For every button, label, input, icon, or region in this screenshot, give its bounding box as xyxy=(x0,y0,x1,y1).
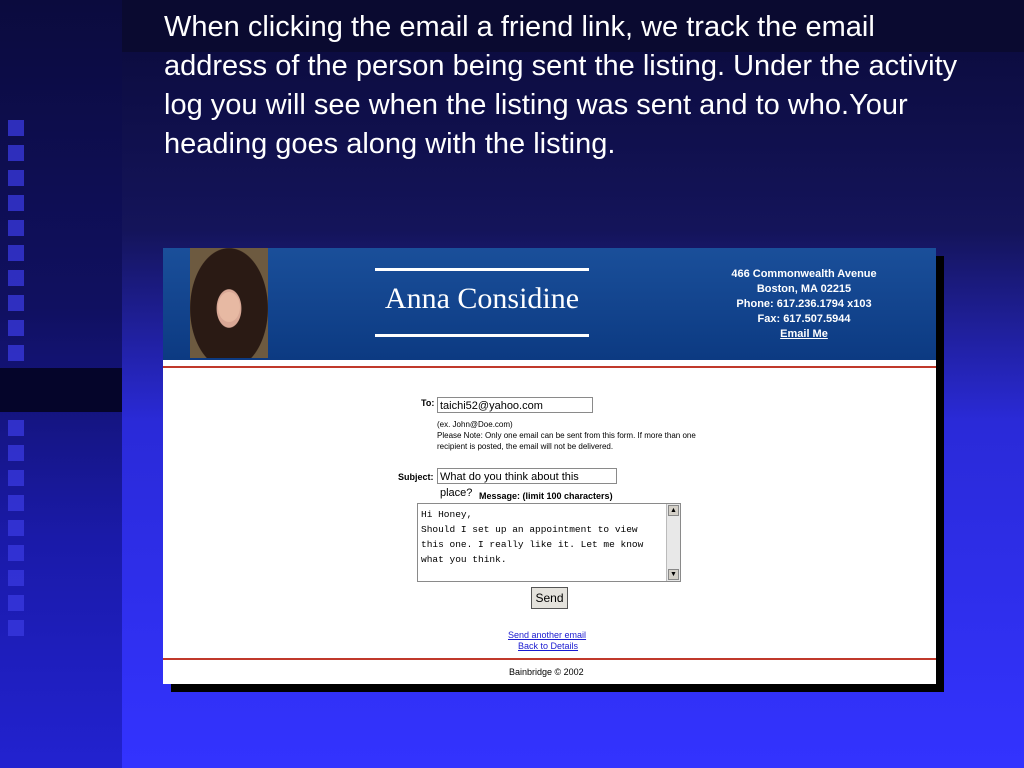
to-hint: (ex. John@Doe.com) xyxy=(437,420,513,429)
divider-bottom xyxy=(163,658,936,660)
to-email-input[interactable]: taichi52@yahoo.com xyxy=(437,397,593,413)
back-to-details-link[interactable]: Back to Details xyxy=(518,641,579,651)
email-form-screenshot xyxy=(163,248,936,684)
slide-caption: When clicking the email a friend link, we track the email address of the person being sent the listing. Under the activity log you will see when the listing was sent and to who.Your heading goes along with the listing. xyxy=(164,11,958,160)
agent-contact xyxy=(711,267,897,342)
left-decor-strip xyxy=(0,0,122,768)
divider-top xyxy=(163,366,936,368)
message-textarea[interactable] xyxy=(417,503,681,582)
name-rule-bottom xyxy=(375,334,589,337)
send-another-link[interactable]: Send another email xyxy=(508,630,587,640)
scroll-up-icon[interactable]: ▲ xyxy=(668,505,679,516)
email-me-link[interactable]: Email Me xyxy=(780,328,828,340)
address-line1: 466 Commonwealth Avenue xyxy=(731,268,877,280)
message-text: Hi Honey, Should I set up an appointment to view this one. I really like it. Let me know what you think. xyxy=(421,509,644,565)
agent-photo xyxy=(190,248,268,358)
agent-phone: Phone: 617.236.1794 x103 xyxy=(736,298,872,310)
decor-dark-band xyxy=(0,368,122,412)
subject-label: Subject: xyxy=(398,472,434,482)
message-scrollbar[interactable] xyxy=(666,504,680,581)
agent-fax: Fax: 617.507.5944 xyxy=(757,313,851,325)
to-note: Please Note: Only one email can be sent from this form. If more than one recipient is posted, the email will not be delivered. xyxy=(437,431,696,451)
name-rule-top xyxy=(375,268,589,271)
message-label: Message: (limit 100 characters) xyxy=(479,491,613,501)
to-label: To: xyxy=(421,398,435,408)
scroll-down-icon[interactable]: ▼ xyxy=(668,569,679,580)
agent-header xyxy=(163,248,936,360)
subject-input[interactable]: What do you think about this place? xyxy=(437,468,617,484)
agent-name: Anna Considine xyxy=(384,282,580,315)
address-line2: Boston, MA 02215 xyxy=(756,283,852,295)
to-help-note xyxy=(437,419,703,452)
footer-copyright: Bainbridge © 2002 xyxy=(509,667,584,677)
send-button[interactable]: Send xyxy=(531,587,568,609)
